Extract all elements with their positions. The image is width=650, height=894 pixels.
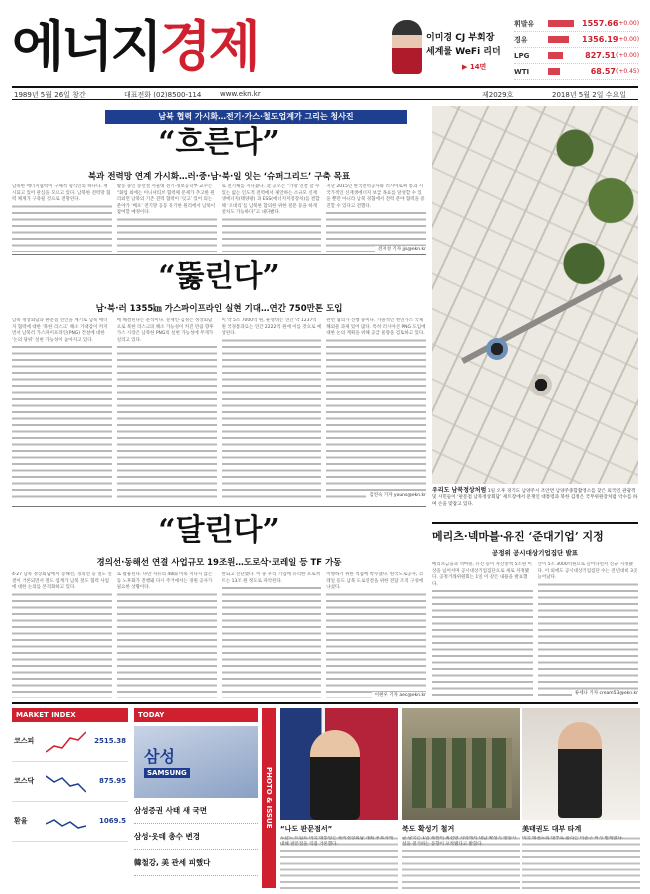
promo-portrait-icon: [392, 20, 422, 74]
sparkline-icon: [46, 766, 86, 798]
ticker-row: [514, 48, 638, 64]
newspaper-logo[interactable]: [12, 15, 258, 78]
issue-number: 제2029호: [482, 91, 514, 99]
issue-text: 군 당국은 1일 북한이 최전방 지역에서 대남 확성기 방송시설을 철거하는 동향이 포착됐다고 밝혔다.: [402, 836, 520, 892]
ticker-name: 경유: [514, 35, 528, 44]
sparkline-icon: [46, 726, 86, 758]
market-value: 2515.38: [94, 737, 126, 745]
column-text: 메리츠금융과 넥마블, 유진 등이 자산총액 5조원 이상을 넘어서며 공시대상기업집단으로 새로 지정됐다. 공정거래위원회는 1일 이 같은 내용을 발표했다.: [432, 562, 532, 587]
ticker-change: (+0.00): [616, 20, 640, 27]
article-column: [326, 572, 426, 698]
today-item[interactable]: 韓철강, 美 관세 피했다: [134, 850, 258, 876]
photo-issue-item[interactable]: [522, 708, 640, 888]
article-column: [222, 318, 322, 498]
article-column: [117, 572, 217, 698]
ticker-change: (+0.45): [616, 68, 640, 75]
logo-part-1: 에너지: [12, 15, 160, 78]
market-index-title: MARKET INDEX: [12, 708, 128, 722]
column-text: 남북 정상회담과 판문점 선언을 계기로 남북 에너지 협력에 대한 ‘북한 리스크’ 해소 기대감이 커지면서 남북러 가스파이프라인(PNG) 건설에 대한 ‘논의 당위’ 실현 가능성이 높아지고 있다.: [12, 318, 112, 344]
column-text: 에 해결된다는 분석이다. 문재인·김정은 정상회담으로 북한 리스크의 해소 가능성이 커진 만큼 향후 가스 시장은 남북한 PNG의 실현 가능성에 무게가 실리고 있다.: [117, 318, 217, 344]
sidebar-subhead: 공정위 공시대상기업집단 발표: [491, 549, 579, 557]
masthead-promo[interactable]: [392, 16, 512, 82]
sparkline-icon: [46, 806, 86, 838]
column-text: 관련 협의가 진행 중이다. 가솔적인 천연가스 국제 해외물 과제 있어 많다. 특히 러시아산 PNG 도입에 대한 논의 계획을 위해 공급 물량을 검토하고 있다.: [326, 318, 426, 336]
founded-date: 1989년 5월 26일 창간: [14, 91, 86, 99]
article-column: [117, 184, 217, 252]
bottom-strip: [12, 702, 638, 888]
photo-issue-label: PHOTO & ISSUE: [262, 708, 276, 888]
person-icon: [486, 338, 508, 360]
promo-page: ▶ 14면: [462, 63, 487, 71]
market-name: 코스닥: [14, 777, 35, 785]
caption-text: 1일 오후 경기도 남양주시 조안면 남양주종합촬영소를 찾은 외국인 관광객 및 시민들이 ‘판문점 남북정상회담’ 세트장에서 문재인 대통령과 북한 김정은 국무위원장처럼 악수를 하며 손을 맞잡고 있다.: [432, 489, 638, 507]
website-link[interactable]: www.ekn.kr: [220, 90, 261, 98]
ticker-row: [514, 32, 638, 48]
today-item[interactable]: 삼성·웃데 총수 변경: [134, 824, 258, 850]
column-text: 로 활용된다. 다만 사유의 48㎞ 이북 지나지 않는 등 노후화가 진행돼 다시 주거에서는 경원 공사가 필요한 상황이다.: [117, 572, 217, 592]
second-subhead: 남·북·러 1355㎞ 가스파이프라인 실현 기대…연간 750만톤 도입: [95, 304, 343, 314]
person-icon: [530, 374, 552, 396]
divider: [12, 254, 426, 255]
article-column: [12, 318, 112, 498]
third-article-body: [12, 572, 426, 698]
today-box: [134, 708, 258, 888]
today-item[interactable]: 삼성증권 사태 새 국면: [134, 798, 258, 824]
column-text: 산이 5조 3000억원으로 늘어나면서 신규 지정됐다. 이 외에도 공시대상기업집단 수는 전년대비 3곳 늘어났다.: [537, 562, 638, 580]
phone-number: 대표전화 (02)8500-114: [124, 91, 202, 99]
article-column: [222, 184, 322, 252]
issue-photo: [522, 708, 640, 820]
ticker-value: 1356.19: [582, 35, 619, 44]
promo-line-2: 세계룰 WeFi 리더: [426, 47, 501, 57]
ticker-bar: [548, 20, 582, 27]
issue-date: 2018년 5월 2일 수요일: [552, 91, 626, 99]
article-column: [326, 318, 426, 498]
ticker-name: 휘발유: [514, 19, 535, 28]
byline: 전지성 기자 jjs@ekn.kr: [375, 246, 426, 252]
thumb-tag: SAMSUNG: [144, 768, 190, 778]
market-value: 875.95: [98, 777, 126, 785]
column-text: 지난 2015년 한국전력공사와 러시아로써 통과 시 국가적인 신재생에너지 보급 목표를 달성할 수 있을 뿐만 아니라 남북 경협에서 전력 분야 협력을 증진할 수 있다고 전했다.: [326, 184, 425, 209]
ticker-value: 68.57: [590, 67, 616, 76]
column-text: 활동 중인 송선설 서울대 전기·정보공학부 교수는 “화업 외에는 이니셔티브 협력체 문제가 추고한 원리외면 남북의 기존 전력 협력이 ‘잇고’ 있어 의는 분야가 ‘베포’ 전기망 공동 유기한 원리에서 남북이 참여할 예정이다.: [116, 184, 216, 215]
sidebar-article-body: [432, 562, 638, 696]
lead-subhead: 북과 전력망 연계 가시화…러·중·남·북·일 잇는 ‘슈퍼그리드’ 구축 목표: [87, 172, 351, 182]
column-text: 이행하기 위한 적접에 박수했다. 한국도로공사, 코레일 등도 남북 도로연결을 위한 전담 조직 구성에 나섰다.: [326, 572, 426, 592]
lead-article-body: [12, 184, 426, 252]
market-name: 환율: [14, 817, 28, 825]
logo-part-2: 경제: [159, 15, 258, 78]
article-column: [12, 184, 112, 252]
article-column: [12, 572, 112, 698]
article-column: [222, 572, 322, 698]
market-row[interactable]: [12, 722, 128, 762]
divider: [12, 506, 426, 507]
today-title: TODAY: [134, 708, 258, 722]
byline: 김연숙 기자 youns@ekn.kr: [366, 492, 426, 498]
third-headline[interactable]: “달린다”: [158, 513, 280, 548]
issue-text: 도날드 트럼프 미국 대통령은 북미정상회담 개최 후보지에 대해 판문점을 직접 거론했다.: [280, 836, 398, 892]
ticker-row: [514, 16, 638, 32]
photo-issue-item[interactable]: [280, 708, 398, 888]
column-text: 로 전기체를 지나쳤다. 北 공오는 “가망 연결 할 수 있는 없는 인도적 전력에서 제안하는 소규모 신재생에너지(태양광) 과 ESS(에너지저장장치)를 결합해 ‘오대리’를 남북한 합의한 위한 질문 등을 하게 설치도 가능하다”고 내다봤다.: [221, 184, 320, 215]
column-text: 이 약 5조 7000억 원, 운영비는 연간 약 1237억 원 국경통과료는 연간 2222억 원에 이를 것으로 예상된다.: [221, 318, 322, 336]
second-headline[interactable]: “뚫린다”: [158, 259, 280, 294]
third-subhead: 경의선·동해선 연결 사업규모 19조원…도로삭·코레일 등 TF 가동: [96, 558, 342, 568]
ticker-change: (+0.00): [616, 52, 640, 59]
ticker-name: LPG: [514, 51, 530, 60]
market-value: 1069.5: [98, 817, 126, 825]
market-row[interactable]: [12, 762, 128, 802]
masthead: [12, 10, 638, 84]
today-thumbnail[interactable]: [134, 726, 258, 798]
issue-text: 미국 태권도의 대부로 불리는 이준구 씨가 별세했다.: [522, 836, 640, 892]
ticker-bar: [548, 68, 582, 75]
byline: 이현우 기자 aec@ekn.kr: [372, 692, 426, 698]
column-text: 완되고 진단했다. 이 중 우리 기업에 유리한 프로젝트는 13조 원 정도로 파악된다.: [221, 572, 320, 584]
lead-headline[interactable]: “흐른다”: [158, 125, 280, 160]
column-text: 4·27 남북 정상회담에서 동해선, 경의선 등 철도 연결이 거론되면서 철도 업계가 남북 철도 협력 사업에 대한 논의를 본격화하고 있다.: [12, 572, 112, 590]
price-ticker: [514, 16, 638, 80]
ticker-value: 1557.66: [582, 19, 619, 28]
column-text: 남북한 에너지협력이 구체적 형식인의 하나다. 재시되고 있어 관심을 모으고 있다. 남북한 전력망 협력 체계가 구축될 것으로 전망된다.: [12, 184, 111, 202]
article-column: [432, 562, 533, 696]
tree-icon: [548, 106, 638, 316]
issue-photo: [280, 708, 398, 820]
market-name: 코스피: [14, 737, 35, 745]
photo-issue-item[interactable]: [402, 708, 520, 888]
photo-caption: [432, 488, 638, 508]
dateline: [12, 86, 638, 100]
ticker-name: WTI: [514, 67, 530, 76]
thumb-text: 삼성: [144, 747, 175, 766]
sidebar-headline[interactable]: 메리츠·넥마블·유진 ‘준대기업’ 지정: [432, 522, 638, 544]
lead-banner: 남북 협력 가시화…전기·가스·철도업계가 그리는 청사진: [105, 110, 407, 124]
article-column: [326, 184, 426, 252]
market-row[interactable]: [12, 802, 128, 842]
ticker-change: (+0.00): [616, 36, 640, 43]
promo-line-1: 이미경 CJ 부회장: [426, 33, 495, 43]
issue-title: “나도 판문점서”: [280, 825, 333, 833]
ticker-bar: [548, 52, 582, 59]
lead-photo[interactable]: [432, 106, 638, 484]
byline: 류세나 기자 cream53@ekn.kr: [572, 690, 638, 696]
issue-title: 美태권도 대부 타계: [522, 825, 582, 833]
ticker-row: [514, 64, 638, 80]
issue-title: 북도 확성기 철거: [402, 825, 455, 833]
second-article-body: [12, 318, 426, 498]
caption-title: 우리도 남북정상처럼: [432, 487, 487, 494]
ticker-bar: [548, 36, 582, 43]
issue-photo: [402, 708, 520, 820]
article-column: [538, 562, 639, 696]
market-index: [12, 708, 128, 888]
article-column: [117, 318, 217, 498]
ticker-value: 827.51: [585, 51, 616, 60]
